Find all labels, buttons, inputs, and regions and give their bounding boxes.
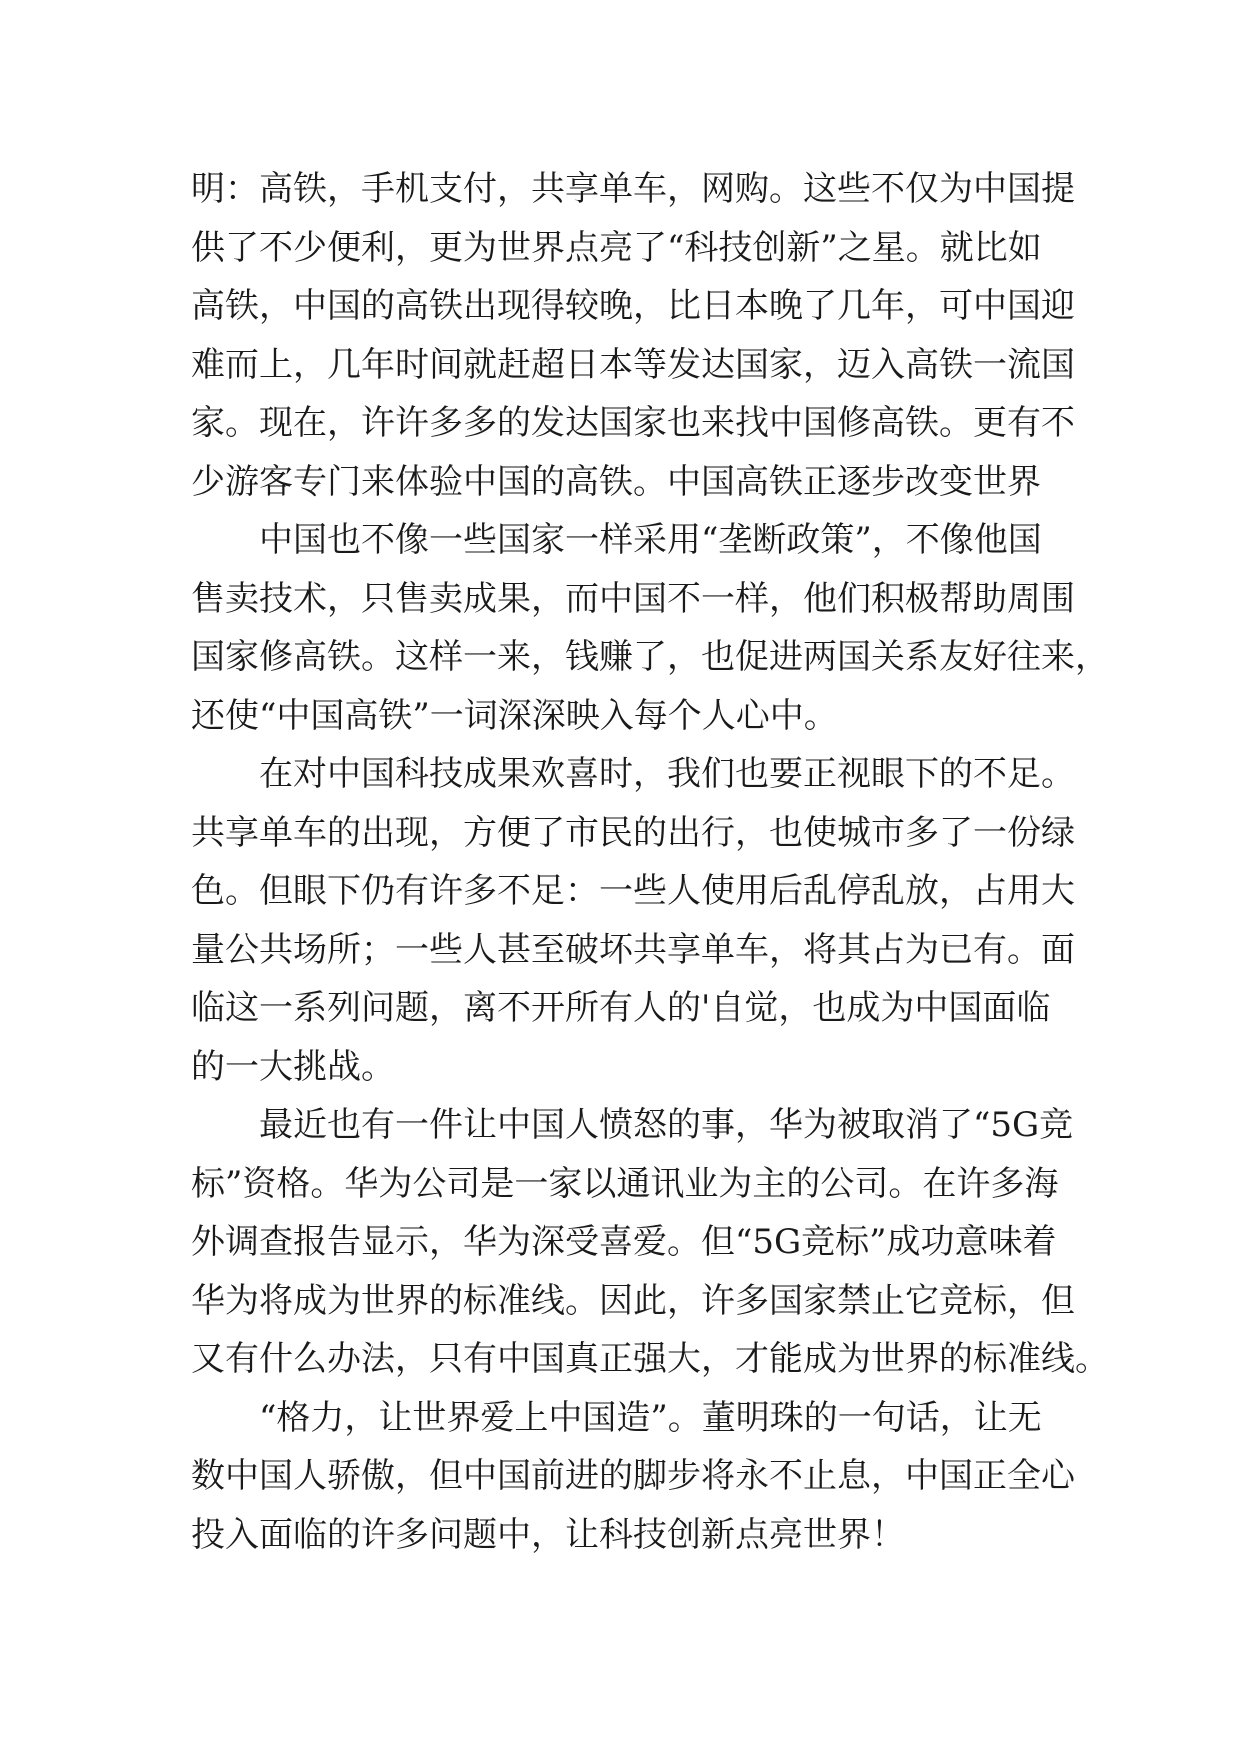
text-line: 量公共场所；一些人甚至破坏共享单车，将其占为已有。面 <box>191 929 1075 970</box>
text-line: 高铁，中国的高铁出现得较晚，比日本晚了几年，可中国迎 <box>191 286 1075 326</box>
text-line: 还使“中国高铁”一词深深映入每个人心中。 <box>191 695 838 736</box>
text-line: 家。现在，许许多多的发达国家也来找中国修高铁。更有不 <box>191 403 1075 443</box>
text-line: 共享单车的出现，方便了市民的出行，也使城市多了一份绿 <box>191 812 1075 853</box>
text-line: 供了不少便利，更为世界点亮了“科技创新”之星。就比如 <box>191 227 1042 268</box>
text-line: 难而上，几年时间就赶超日本等发达国家，迈入高铁一流国 <box>191 344 1075 385</box>
text-line: 最近也有一件让中国人愤怒的事，华为被取消了“5G竞 <box>191 1105 1074 1145</box>
text-line: 少游客专门来体验中国的高铁。中国高铁正逐步改变世界 <box>191 461 1041 502</box>
text-line: 临这一系列问题，离不开所有人的'自觉，也成为中国面临 <box>191 988 1051 1028</box>
text-line: 明：高铁，手机支付，共享单车，网购。这些不仅为中国提 <box>191 169 1075 209</box>
text-line: 售卖技术，只售卖成果，而中国不一样，他们积极帮助周围 <box>191 578 1075 619</box>
text-line: 数中国人骄傲，但中国前进的脚步将永不止息，中国正全心 <box>191 1456 1075 1496</box>
text-line: “格力，让世界爱上中国造”。董明珠的一句话，让无 <box>191 1397 1042 1438</box>
text-line: 中国也不像一些国家一样采用“垄断政策”，不像他国 <box>191 520 1042 560</box>
text-line: 在对中国科技成果欢喜时，我们也要正视眼下的不足。 <box>191 754 1075 794</box>
body-text <box>191 160 1109 1564</box>
text-line: 的一大挑战。 <box>191 1046 395 1087</box>
text-line: 投入面临的许多问题中，让科技创新点亮世界！ <box>191 1514 905 1555</box>
text-line: 华为将成为世界的标准线。因此，许多国家禁止它竞标，但 <box>191 1280 1075 1321</box>
text-line: 色。但眼下仍有许多不足：一些人使用后乱停乱放，占用大 <box>191 871 1075 911</box>
text-line: 标”资格。华为公司是一家以通讯业为主的公司。在许多海 <box>191 1163 1059 1204</box>
text-line: 外调查报告显示，华为深受喜爱。但“5G竞标”成功意味着 <box>191 1222 1057 1262</box>
text-line: 又有什么办法，只有中国真正强大，才能成为世界的标准线。 <box>191 1339 1109 1379</box>
text-line: 国家修高铁。这样一来，钱赚了，也促进两国关系友好往来， <box>191 637 1109 677</box>
